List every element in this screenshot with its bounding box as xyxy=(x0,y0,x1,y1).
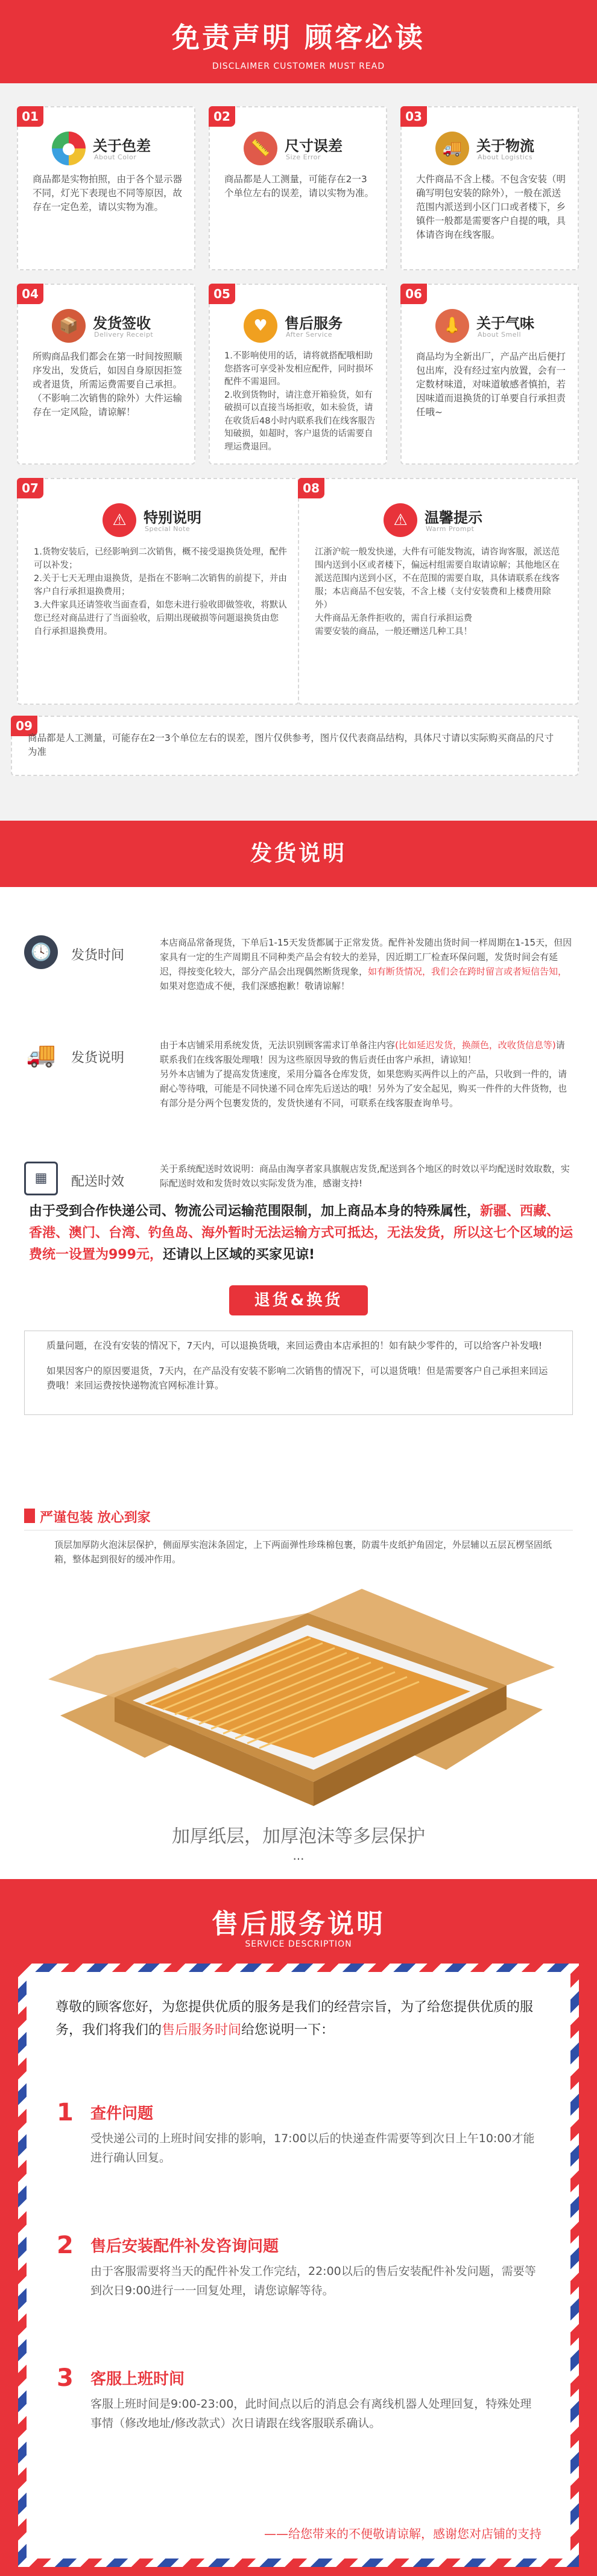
card-number: 07 xyxy=(17,478,43,498)
card-subtitle: Special Note xyxy=(145,525,191,533)
service-item-number: 1 xyxy=(57,2099,74,2126)
service-item-number: 2 xyxy=(57,2231,74,2259)
card-title: 售后服务 xyxy=(285,315,343,332)
card-subtitle: Size Error xyxy=(286,153,321,161)
card-subtitle: Warm Prompt xyxy=(426,525,475,533)
shipping-section xyxy=(0,887,597,1426)
packaging-text: 顶层加厚防火泡沫层保护，侧面厚实泡沫条固定，上下两面弹性珍珠棉包裹，防震牛皮纸护角固定，外层辅以五层瓦楞坚固纸箱，整体起到很好的缓冲作用。 xyxy=(54,1539,552,1565)
after-sales-title: 售后服务说明 xyxy=(212,1909,385,1939)
ship-timing-row xyxy=(24,1162,573,1198)
divider xyxy=(24,1530,573,1531)
card-logistics xyxy=(400,106,579,270)
card-title: 关于物流 xyxy=(476,138,534,154)
ship-time-label: 发货时间 xyxy=(71,948,125,963)
ship-note-text-end: 请联系我们在线客服处理哦！因为这些原因导致的售后责任由客户承担，请谅知！ 另外本店铺为了提高发货速度，采用分篇各仓库发货，如果您购买两件以上的产品，只收到一件的，请耐心等待哦，可能是不同快递不同仓库先后送达的哦！另外为了安全起见，购买一件件的大件货物，也有部分是分两个包裹发货的，发货快递有不同，可联系在线客服查询单号。 xyxy=(160,1040,567,1108)
card-special-note xyxy=(17,478,299,705)
packaging-section xyxy=(0,1426,597,1879)
card-number: 03 xyxy=(400,106,427,127)
card-number: 01 xyxy=(17,106,43,127)
card-subtitle: About Logistics xyxy=(478,153,533,161)
card-body: 所购商品我们都会在第一时间按照顺序发出，发货后，如因自身原因拒签或者退货，所需运费需要自己承担。（不影响二次销售的除外）大件运输存在一定风险，请谅解！ xyxy=(33,351,183,418)
card-body: 商品都是人工测量，可能存在2一3个单位左右的误差，图片仅供参考，图片仅代表商品结构，具体尺寸请以实际购买商品的尺寸为准 xyxy=(28,733,554,757)
warning-icon: ⚠ xyxy=(384,503,417,537)
ship-time-text-part: 本店商品常备现货，下单后1-15天发货都属于正常发货。配件补发随出货时间一样周期在1-15天，但因家具有一定的生产周期且不同种类产品会有较大的差异，因近期工厂检查环保问题，发货时间会有延迟，得按变化较大，部分产品会出现偶然断货现象， xyxy=(160,937,572,977)
heart-shield-icon: ♥ xyxy=(244,309,277,343)
after-sales-subtitle: SERVICE DESCRIPTION xyxy=(245,1939,352,1949)
shipping-header xyxy=(0,821,597,887)
card-number: 04 xyxy=(17,284,43,304)
card-title: 发货签收 xyxy=(93,315,151,332)
card-subtitle: About Smell xyxy=(478,331,522,339)
card-body: 江浙沪皖一般发快递，大件有可能发物流，请咨询客服，派送范围内送到小区或者楼下，偏远村组需要自取请谅解；其他地区在派送范围内送到小区，不在范围的需要自取，具体请联系在线客服；本店商品不包安装，不含上楼（支付安装费和上楼费用除外） 大件商品无条件拒收的，需自行承担运费 需要安装的商品，一般还赠送几种工具！ xyxy=(315,547,560,637)
card-body: 商品均为全新出厂，产品产出后便打包出库，没有经过室内放置，会有一定数材味道，对味道敏感者慎拍，若因味道而退换货的订单要自行承担责任哦~ xyxy=(416,351,566,418)
card-title: 特别说明 xyxy=(144,509,201,526)
card-measure-note xyxy=(11,716,579,776)
card-body: 商品都是实物拍照，由于各个显示器不同，灯光下表现也不同等原因，故存在一定色差，请以实物为准。 xyxy=(33,174,183,212)
disclaimer-banner xyxy=(0,0,597,83)
ship-note-label: 发货说明 xyxy=(71,1051,125,1066)
return-policy-quality: 质量问题，在没有安装的情况下，7天内，可以退换货哦，来回运费由本店承担的！如有缺少零件的，可以给客户补发哦! xyxy=(46,1340,543,1351)
region-notice-pre: 由于受到合作快递公司、物流公司运输范围限制，加上商品本身的特殊属性， xyxy=(29,1204,481,1219)
service-item-heading: 查件问题 xyxy=(90,2105,154,2123)
card-body: 商品都是人工测量，可能存在2一3个单位左右的误差，请以实物为准。 xyxy=(224,174,374,199)
card-body: 1.不影响使用的话，请将就搭配哦相助您搭客可享受补发相应配件，同时损坏配件不需退回。 2.收到货物时，请注意开箱验货，如有破损可以直接当场拒收，如未验货，请在收货后48小时内联系我们在线客服告知破损，如超时，客户退货的话需要自理运费退回。 xyxy=(224,351,376,452)
service-item-text: 受快递公司的上班时间安排的影响，17:00以后的快递查件需要等到次日上午10:00才能进行确认回复。 xyxy=(90,2132,535,2164)
region-notice-red: 新疆、西藏、香港、澳门、台湾、钓鱼岛、海外暂时无法运输方式可抵达，无法发货，所以这七个区域的运费统一设置为999元， xyxy=(29,1204,573,1262)
card-delivery xyxy=(17,284,195,465)
ship-timing-label: 配送时效 xyxy=(71,1174,125,1189)
packaging-tag: 严谨包装 放心到家 xyxy=(40,1510,151,1525)
card-smell xyxy=(400,284,579,465)
region-notice-post: 还请以上区域的买家见谅! xyxy=(162,1247,315,1262)
disclaimer-title: 免责声明 顾客必读 xyxy=(171,21,425,54)
card-number: 09 xyxy=(11,716,37,736)
card-number: 02 xyxy=(209,106,235,127)
card-size xyxy=(209,106,387,270)
card-number: 05 xyxy=(209,284,235,304)
truck-icon: 🚚 xyxy=(26,1041,56,1069)
packaging-caption: 加厚纸层，加厚泡沫等多层保护 xyxy=(172,1826,425,1847)
ship-note-row xyxy=(24,1038,573,1159)
card-color xyxy=(17,106,195,270)
return-policy-customer: 如果因客户的原因要退货，7天内，在产品没有安装不影响二次销售的情况下，可以退货哦！但是需要客户自己承担来回运费哦！来回运费按快递物流官网标准计算。 xyxy=(46,1366,548,1391)
service-item-heading: 售后安装配件补发咨询问题 xyxy=(90,2237,279,2256)
ship-time-red: 如有断货情况，我们会在跨时留言或者短信告知， xyxy=(368,966,567,977)
return-policy-box xyxy=(24,1331,573,1415)
letter-body xyxy=(27,1972,570,2559)
card-number: 08 xyxy=(298,478,324,498)
card-subtitle: About Color xyxy=(94,153,137,161)
box-icon: 📦 xyxy=(52,309,86,343)
nose-icon: 👃 xyxy=(435,309,469,343)
card-title: 温馨提示 xyxy=(425,509,482,526)
card-warm-prompt xyxy=(298,478,579,705)
service-item-text: 客服上班时间是9:00-23:00，此时间点以后的消息会有离线机器人处理回复，特殊处理事情（修改地址/修改款式）次日请跟在线客服联系确认。 xyxy=(90,2397,532,2430)
letter-closing: ——给您带来的不便敬请谅解，感谢您对店铺的支持 xyxy=(264,2527,542,2541)
packaging-spacer xyxy=(0,1426,597,1480)
warning-icon: ⚠ xyxy=(103,503,136,537)
card-body: 1.货物安装后，已经影响到二次销售，概不接受退换货处理，配件可以补发； 2.关于七天无理由退换货，是指在不影响二次销售的前提下，并由客户自行承担退换费用； 3.大件家具还请签收当面查看，如您未进行验收即做签收，将默认您已经对商品进行了当面验收，后期出现破损等问题退换货由您自行承担退换费用。 xyxy=(34,547,287,637)
ruler-icon: 📏 xyxy=(244,132,277,165)
packaging-box-illustration xyxy=(24,1577,573,1818)
letter-intro-post: 给您说明一下： xyxy=(241,2023,335,2038)
ship-time-text-end: 如果对您造成不便，我们深感抱歉！敬请谅解！ xyxy=(160,981,350,991)
ship-time-text xyxy=(160,935,573,993)
calendar-icon: ▦ xyxy=(24,1162,58,1195)
card-subtitle: Delivery Receipt xyxy=(94,331,154,339)
tag-marker xyxy=(24,1509,35,1523)
region-notice xyxy=(29,1201,573,1266)
card-after-service xyxy=(209,284,387,465)
card-number: 06 xyxy=(400,284,427,304)
ship-time-row xyxy=(24,935,573,1026)
service-item-heading: 客服上班时间 xyxy=(90,2370,185,2388)
after-sales-section xyxy=(0,1879,597,2576)
letter-intro xyxy=(55,1996,542,2042)
truck-icon: 🚚 xyxy=(435,132,469,165)
card-subtitle: After Service xyxy=(286,331,333,339)
card-title: 关于色差 xyxy=(93,138,151,154)
palette-icon: ● xyxy=(52,132,86,165)
disclaimer-section xyxy=(0,83,597,821)
packaging-dots: ... xyxy=(292,1848,305,1863)
letter-intro-red: 售后服务时间 xyxy=(162,2023,242,2038)
clock-icon: 🕓 xyxy=(24,935,58,969)
shipping-title: 发货说明 xyxy=(250,841,347,866)
disclaimer-subtitle: DISCLAIMER CUSTOMER MUST READ xyxy=(212,62,385,71)
service-item-text: 由于客服需要将当天的配件补发工作完结，22:00以后的售后安装配件补发问题，需要等到次日9:00进行一一回复处理，请您谅解等待。 xyxy=(90,2265,536,2297)
letter-intro-pre: 尊敬的顾客您好，为您提供优质的服务是我们的经营宗旨，为了给您提供优质的服务，我们将我们的 xyxy=(55,2000,534,2038)
card-title: 关于气味 xyxy=(476,315,534,332)
ship-note-red: (比如延迟发货，换颜色，改收货信息等) xyxy=(395,1040,556,1051)
ship-note-text xyxy=(160,1038,573,1110)
card-body: 大件商品不含上楼。不包含安装（明确写明包安装的除外），一般在派送范围内派送到小区门口或者楼下，乡镇件一般都是需要客户自提的哦，具体请咨询在线客服。 xyxy=(416,174,566,240)
airmail-letter xyxy=(18,1964,579,2567)
service-item-number: 3 xyxy=(57,2364,74,2392)
ship-timing-text: 关于系统配送时效说明：商品由淘享者家具旗舰店发货,配送到各个地区的时效以平均配送时效取数，实际配送时效和发货时效以实际发货为准，感谢支持! xyxy=(160,1163,570,1189)
ship-note-text-part: 由于本店铺采用系统发货，无法识别顾客需求订单备注内容 xyxy=(160,1040,396,1051)
card-title: 尺寸误差 xyxy=(285,138,343,154)
return-exchange-title: 退货&换货 xyxy=(229,1285,368,1315)
